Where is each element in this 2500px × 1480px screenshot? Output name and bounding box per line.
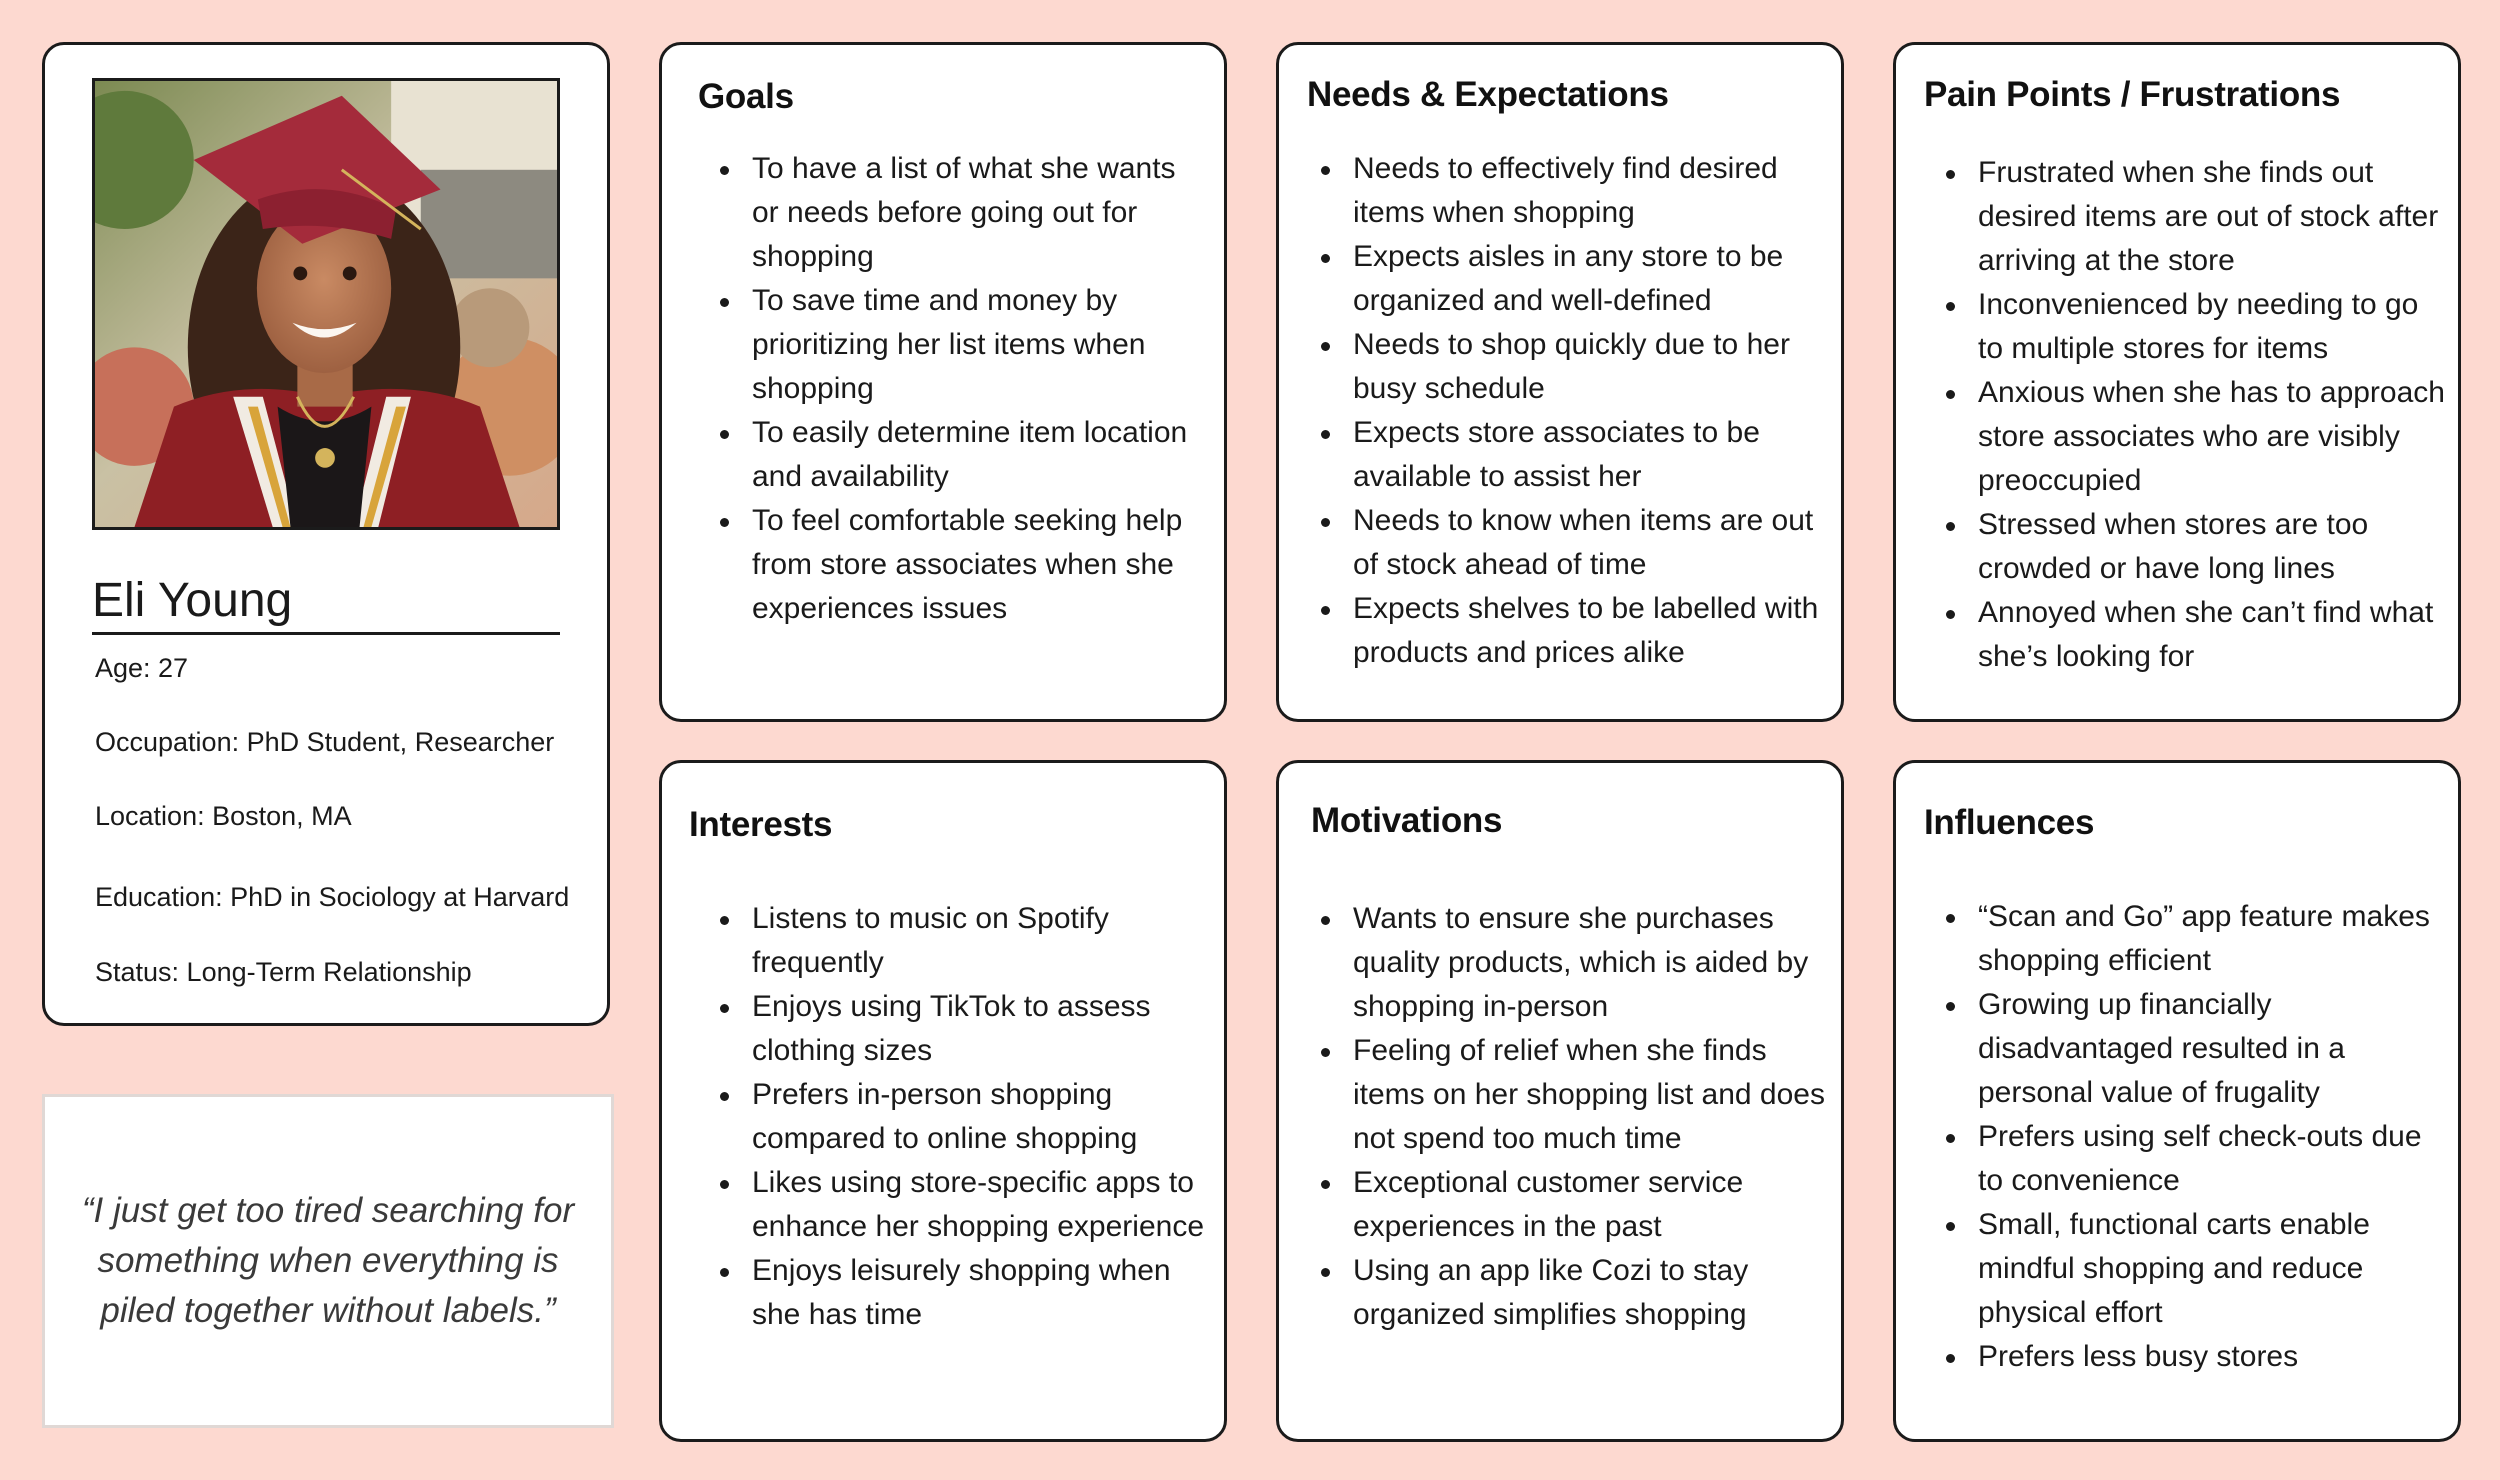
list-item: Exceptional customer service experiences in the past <box>1307 1161 1835 1249</box>
persona-quote: “I just get too tired searching for something when everything is piled together without labels.” <box>81 1191 575 1330</box>
quote-card <box>42 1094 614 1428</box>
pain-points-title: Pain Points / Frustrations <box>1924 75 2341 114</box>
list-item: Small, functional carts enable mindful shopping and reduce physical effort <box>1932 1203 2448 1335</box>
occupation-text: Occupation: PhD Student, Researcher <box>95 727 555 757</box>
list-item: To feel comfortable seeking help from store associates when she experiences issues <box>706 499 1206 631</box>
list-item: Likes using store-specific apps to enhance her shopping experience <box>706 1161 1216 1249</box>
motivations-title: Motivations <box>1311 801 1503 840</box>
needs-title: Needs & Expectations <box>1307 75 1669 114</box>
goals-title: Goals <box>698 77 794 116</box>
list-item: Expects shelves to be labelled with products and prices alike <box>1307 587 1835 675</box>
list-item: To have a list of what she wants or needs before going out for shopping <box>706 147 1206 279</box>
education-text: Education: PhD in Sociology at Harvard <box>95 882 570 912</box>
needs-list <box>1307 147 1835 675</box>
list-item: Stressed when stores are too crowded or have long lines <box>1932 503 2448 591</box>
list-item: “Scan and Go” app feature makes shopping efficient <box>1932 895 2448 983</box>
list-item: Anxious when she has to approach store associates who are visibly preoccupied <box>1932 371 2448 503</box>
list-item: Inconvenienced by needing to go to multiple stores for items <box>1932 283 2448 371</box>
persona-name: Eli Young <box>92 573 560 635</box>
list-item: Annoyed when she can’t find what she’s looking for <box>1932 591 2448 679</box>
needs-card <box>1276 42 1844 722</box>
list-item: Needs to know when items are out of stock ahead of time <box>1307 499 1835 587</box>
pain-points-card <box>1893 42 2461 722</box>
motivations-card <box>1276 760 1844 1442</box>
list-item: Prefers using self check-outs due to convenience <box>1932 1115 2448 1203</box>
profile-card <box>42 42 610 1026</box>
age-text: Age: 27 <box>95 653 189 683</box>
profile-photo <box>92 78 560 530</box>
list-item: Enjoys leisurely shopping when she has time <box>706 1249 1216 1337</box>
motivations-list <box>1307 897 1835 1337</box>
list-item: Prefers less busy stores <box>1932 1335 2448 1379</box>
goals-list <box>706 147 1206 631</box>
graduate-portrait-image <box>95 81 557 527</box>
interests-list <box>706 897 1216 1337</box>
list-item: Needs to effectively find desired items when shopping <box>1307 147 1835 235</box>
list-item: Frustrated when she finds out desired items are out of stock after arriving at the store <box>1932 151 2448 283</box>
pain-points-list <box>1932 151 2448 679</box>
location-text: Location: Boston, MA <box>95 801 352 831</box>
influences-title: Influences <box>1924 803 2095 842</box>
list-item: Expects aisles in any store to be organized and well-defined <box>1307 235 1835 323</box>
list-item: Using an app like Cozi to stay organized simplifies shopping <box>1307 1249 1835 1337</box>
influences-list <box>1932 895 2448 1379</box>
list-item: Growing up financially disadvantaged resulted in a personal value of frugality <box>1932 983 2448 1115</box>
list-item: Wants to ensure she purchases quality products, which is aided by shopping in-person <box>1307 897 1835 1029</box>
influences-card <box>1893 760 2461 1442</box>
interests-title: Interests <box>689 805 833 844</box>
list-item: Prefers in-person shopping compared to online shopping <box>706 1073 1216 1161</box>
goals-card <box>659 42 1227 722</box>
list-item: To easily determine item location and availability <box>706 411 1206 499</box>
status-text: Status: Long-Term Relationship <box>95 957 472 987</box>
interests-card <box>659 760 1227 1442</box>
list-item: Expects store associates to be available to assist her <box>1307 411 1835 499</box>
list-item: Needs to shop quickly due to her busy schedule <box>1307 323 1835 411</box>
list-item: Feeling of relief when she finds items on her shopping list and does not spend too much time <box>1307 1029 1835 1161</box>
list-item: Listens to music on Spotify frequently <box>706 897 1216 985</box>
list-item: Enjoys using TikTok to assess clothing sizes <box>706 985 1216 1073</box>
list-item: To save time and money by prioritizing her list items when shopping <box>706 279 1206 411</box>
